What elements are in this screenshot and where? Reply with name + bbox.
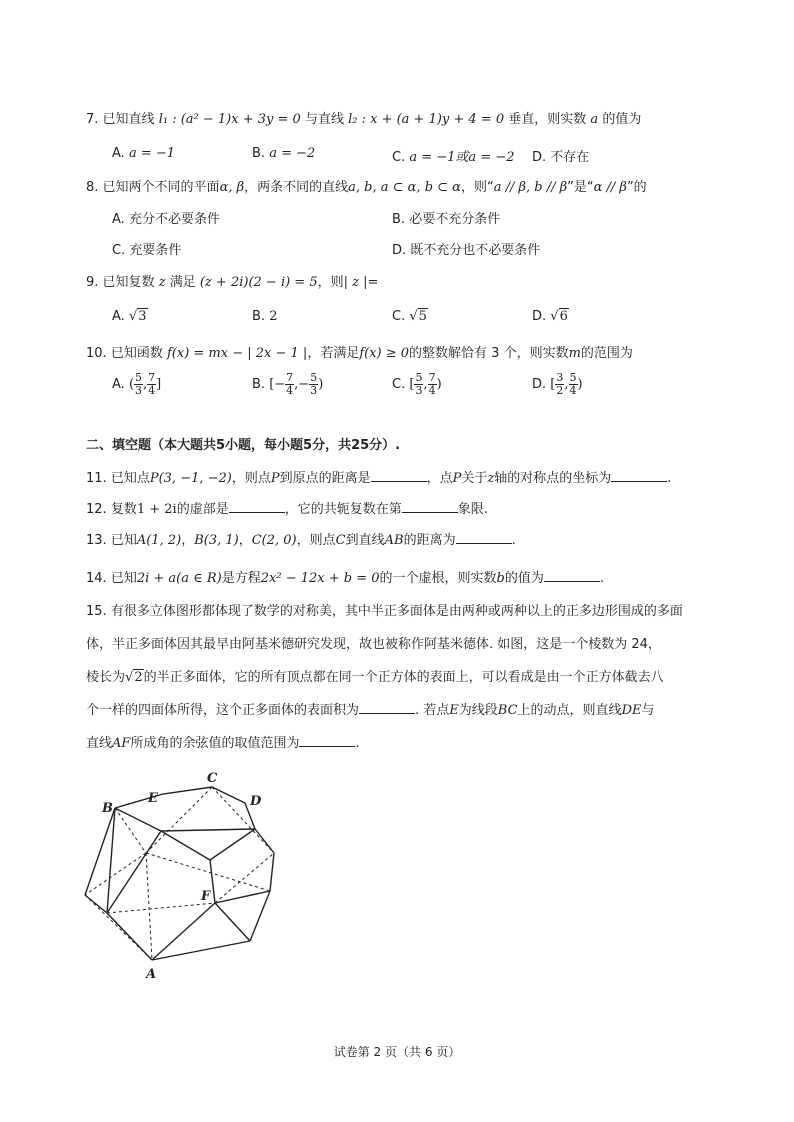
option-label: C.: [392, 309, 406, 324]
fraction: [147, 372, 156, 397]
text: 上的动点，则直线: [517, 703, 622, 718]
q7-option-c[interactable]: [392, 146, 515, 165]
radicand: 3: [138, 309, 147, 324]
text: .: [667, 471, 672, 486]
answer-blank[interactable]: [371, 469, 427, 482]
question-9: [86, 271, 378, 290]
hidden-edge: [107, 903, 215, 913]
text: 有很多立体图形都体现了数学的对称美，其中半正多面体是由两种或两种以上的正多边形围成的多面: [110, 604, 683, 619]
q7-option-b[interactable]: [252, 146, 315, 161]
hidden-edge: [115, 808, 146, 853]
option-text: 充分不必要条件: [128, 212, 220, 227]
edge: [115, 787, 255, 831]
variable: AF: [112, 736, 131, 751]
bracket: [−: [269, 377, 286, 392]
numerator: 3: [556, 371, 564, 384]
text: 的整数解恰有 3 个，则实数: [409, 346, 569, 361]
numerator: 7: [148, 371, 156, 384]
variable: a: [590, 112, 599, 127]
answer-blank[interactable]: [299, 734, 355, 747]
text: 的范围为: [580, 346, 633, 361]
sqrt-expression: √3: [128, 309, 147, 324]
option-label: B.: [252, 309, 266, 324]
cuboctahedron-figure: [70, 765, 300, 985]
edge: [152, 903, 215, 960]
question-number: 7.: [86, 112, 99, 127]
fraction: [134, 372, 143, 397]
question-number: 11.: [86, 471, 107, 486]
condition-1: a // β, b // β: [493, 180, 568, 195]
option-label: A.: [112, 146, 125, 161]
label-f: F: [201, 889, 211, 904]
edge: [152, 941, 250, 960]
text: 已知复数: [102, 275, 155, 290]
q9-option-c[interactable]: [392, 309, 428, 324]
fraction: [569, 372, 578, 397]
question-number: 12.: [86, 502, 107, 517]
point: A(1, 2): [136, 533, 182, 548]
variable: z: [487, 471, 495, 486]
edge: [210, 860, 215, 903]
edge: [107, 808, 115, 913]
q7-option-a[interactable]: [112, 146, 175, 161]
option-label: A.: [112, 309, 125, 324]
denominator: 3: [310, 384, 318, 397]
sqrt-expression: √6: [550, 309, 568, 324]
option-text: a = −1: [128, 146, 176, 161]
answer-blank[interactable]: [611, 469, 667, 482]
equation: (z + 2i)(2 − i) = 5: [199, 275, 318, 290]
label-b: B: [102, 801, 113, 816]
option-label: A.: [112, 377, 125, 392]
variable: b: [496, 571, 505, 586]
question-number: 10.: [86, 346, 107, 361]
denominator: 4: [428, 384, 436, 397]
q10-option-c[interactable]: [392, 372, 442, 397]
line-l1-equation: l₁ : (a² − 1)x + 3y = 0: [158, 112, 301, 127]
option-label: D.: [532, 150, 547, 165]
label-c: C: [207, 771, 218, 786]
separator: ,: [564, 377, 569, 392]
edge: [250, 891, 270, 941]
q7-option-d[interactable]: [532, 146, 589, 165]
text: 已知: [110, 571, 137, 586]
variable: z: [158, 275, 166, 290]
q10-option-d[interactable]: [532, 372, 583, 397]
bracket: (: [128, 377, 135, 392]
option-text: 2: [269, 309, 278, 324]
option-label: C.: [392, 150, 406, 165]
option-label: D.: [532, 377, 547, 392]
hidden-edge: [85, 853, 146, 895]
q9-option-a[interactable]: [112, 309, 148, 324]
label-e: E: [148, 791, 158, 806]
option-label: A.: [112, 212, 125, 227]
fraction: [428, 372, 437, 397]
text: .: [355, 736, 360, 751]
denominator: 4: [569, 384, 577, 397]
point: B(3, 1): [194, 533, 239, 548]
numerator: 7: [286, 371, 294, 384]
denominator: 2: [556, 384, 564, 397]
question-number: 15.: [86, 604, 107, 619]
question-number: 13.: [86, 533, 107, 548]
bracket: ): [577, 377, 583, 392]
text: 的值为: [602, 112, 642, 127]
answer-blank[interactable]: [402, 500, 458, 513]
expression: 2i + a(a ∈ R): [136, 571, 222, 586]
bracket: ]: [156, 377, 162, 392]
bracket: [: [409, 377, 415, 392]
question-15: [86, 595, 711, 760]
variable: DE: [621, 703, 642, 718]
question-number: 8.: [86, 180, 99, 195]
q9-option-d[interactable]: [532, 309, 569, 324]
bracket: ): [436, 377, 442, 392]
option-text: 必要不充分条件: [409, 212, 501, 227]
question-8: [86, 176, 647, 195]
text: ”的: [626, 180, 647, 195]
separator: ,−: [294, 377, 310, 392]
text: 直线: [86, 736, 113, 751]
text: 到直线: [345, 533, 385, 548]
text: 已知两个不同的平面: [102, 180, 220, 195]
variable: E: [449, 703, 459, 718]
text: 已知点: [110, 471, 150, 486]
edge: [161, 831, 210, 860]
question-11: [86, 467, 671, 486]
q15-line-2: [86, 628, 711, 661]
fraction: [309, 372, 318, 397]
text: 关于: [461, 471, 488, 486]
text: 所成角的余弦值的取值范围为: [130, 736, 300, 751]
text: ，则点: [231, 471, 271, 486]
text: ，两条不同的直线: [244, 180, 349, 195]
variable: m: [568, 346, 581, 361]
text: 与直线: [304, 112, 344, 127]
text: 的虚部是: [176, 502, 229, 517]
separator: ,: [423, 377, 428, 392]
text: ，则点: [296, 533, 336, 548]
text: ，则: [317, 275, 344, 290]
function: f(x) = mx − | 2x − 1 |: [166, 346, 308, 361]
text: .: [511, 533, 516, 548]
question-7: [86, 108, 641, 127]
question-number: 9.: [86, 275, 99, 290]
expression: 1 + 2i: [136, 502, 177, 517]
text: . 若点: [415, 703, 450, 718]
option-label: C.: [392, 377, 406, 392]
point: P(3, −1, −2): [149, 471, 232, 486]
text: 的半正多面体，它的所有顶点都在同一个正方体的表面上，可以看成是由一个正方体截去八: [143, 670, 664, 685]
text: ，若满足: [307, 346, 360, 361]
label-d: D: [250, 794, 262, 809]
text: 为线段: [458, 703, 498, 718]
text: 与: [641, 703, 655, 718]
line-l2-equation: l₂ : x + (a + 1)y + 4 = 0: [348, 112, 505, 127]
text: 个一样的四面体所得，这个正多面体的表面积为: [86, 703, 360, 718]
radicand: 6: [559, 309, 568, 324]
edge: [210, 829, 255, 860]
hidden-edge: [85, 895, 152, 960]
q8-option-b[interactable]: [392, 208, 500, 227]
separator: ，: [181, 533, 195, 548]
edge: [85, 808, 115, 895]
numerator: 5: [310, 371, 318, 384]
question-number: 14.: [86, 571, 107, 586]
text: 满足: [169, 275, 196, 290]
text: 的值为: [504, 571, 544, 586]
denominator: 4: [148, 384, 156, 397]
question-14: [86, 567, 604, 586]
answer-blank[interactable]: [456, 531, 512, 544]
text: 到原点的距离是: [279, 471, 371, 486]
condition-2: α // β: [593, 180, 627, 195]
planes: α, β: [219, 180, 245, 195]
q15-line-4: [86, 694, 711, 727]
answer-blank[interactable]: [544, 569, 600, 582]
bracket: [: [550, 377, 556, 392]
text: ，点: [426, 471, 453, 486]
section-title: 二、填空题（本大题共5小题，每小题5分，共25分）.: [86, 438, 401, 453]
edge: [215, 903, 250, 941]
question-12: [86, 498, 488, 517]
inequality: f(x) ≥ 0: [359, 346, 410, 361]
option-text: 充要条件: [129, 243, 182, 258]
hidden-edge: [212, 787, 274, 853]
denominator: 3: [135, 384, 143, 397]
text: ，它的共轭复数在第: [284, 502, 402, 517]
option-text: a = −2: [269, 146, 316, 161]
q15-line-1: [86, 595, 711, 628]
answer-blank[interactable]: [359, 701, 415, 714]
text: 复数: [110, 502, 137, 517]
text: 是方程: [221, 571, 261, 586]
radicand: 5: [418, 309, 427, 324]
lines: a, b, a ⊂ α, b ⊂ α: [348, 180, 461, 195]
q8-option-d[interactable]: [392, 239, 540, 258]
text: 已知函数: [110, 346, 163, 361]
radicand: 2: [134, 670, 143, 685]
question-13: [86, 529, 516, 548]
edge: [107, 831, 161, 913]
q9-option-b[interactable]: [252, 309, 277, 324]
label-a: A: [146, 967, 157, 982]
option-text: 不存在: [550, 150, 590, 165]
fraction: [285, 372, 294, 397]
variable: P: [270, 471, 280, 486]
option-label: D.: [532, 309, 547, 324]
denominator: 3: [415, 384, 423, 397]
text: 垂直，则实数: [508, 112, 587, 127]
text: ”是“: [567, 180, 594, 195]
option-text: 既不充分也不必要条件: [410, 243, 541, 258]
text: 棱长为: [86, 670, 126, 685]
q10-option-a[interactable]: [112, 372, 161, 397]
question-10: [86, 342, 633, 361]
variable: AB: [384, 533, 404, 548]
q8-option-c[interactable]: [112, 239, 181, 258]
numerator: 5: [569, 371, 577, 384]
denominator: 4: [286, 384, 294, 397]
separator: ,: [143, 377, 148, 392]
text: 已知直线: [102, 112, 155, 127]
edge: [270, 853, 274, 891]
q8-option-a[interactable]: [112, 208, 220, 227]
text: 体，半正多面体因其最早由阿基米德研究发现，故也被称作阿基米德体. 如图，这是一个棱数为 24，: [86, 637, 661, 652]
edge: [215, 891, 270, 903]
hidden-edge: [146, 853, 152, 960]
modulus: | z |=: [343, 275, 379, 290]
text: ，则“: [460, 180, 494, 195]
text: 已知: [110, 533, 137, 548]
option-text: a = −1或a = −2: [409, 150, 515, 165]
page-footer: 试卷第 2 页（共 6 页）: [333, 1045, 461, 1059]
q15-line-5: [86, 727, 711, 760]
q10-option-b[interactable]: [252, 372, 323, 397]
point: C(2, 0): [251, 533, 297, 548]
option-label: D.: [392, 243, 407, 258]
separator: ，: [238, 533, 252, 548]
numerator: 5: [415, 371, 423, 384]
text: .: [599, 571, 605, 586]
option-label: B.: [252, 377, 266, 392]
equation: 2x² − 12x + b = 0: [260, 571, 380, 586]
numerator: 5: [135, 371, 143, 384]
sqrt-expression: √2: [125, 670, 143, 685]
hidden-edge: [215, 853, 274, 903]
variable: BC: [497, 703, 518, 718]
variable: C: [335, 533, 346, 548]
numerator: 7: [428, 371, 436, 384]
text: 象限.: [457, 502, 488, 517]
q15-line-3: [86, 661, 711, 694]
edge: [85, 895, 107, 913]
text: 轴的对称点的坐标为: [494, 471, 612, 486]
solid-edges: [85, 787, 274, 960]
sqrt-expression: √5: [409, 309, 427, 324]
text: 的一个虚根，则实数: [379, 571, 497, 586]
edge: [107, 913, 152, 960]
text: 的距离为: [403, 533, 456, 548]
option-label: C.: [112, 243, 126, 258]
option-label: B.: [392, 212, 406, 227]
option-label: B.: [252, 146, 266, 161]
answer-blank[interactable]: [229, 500, 285, 513]
bracket: ): [318, 377, 324, 392]
variable: P: [452, 471, 462, 486]
